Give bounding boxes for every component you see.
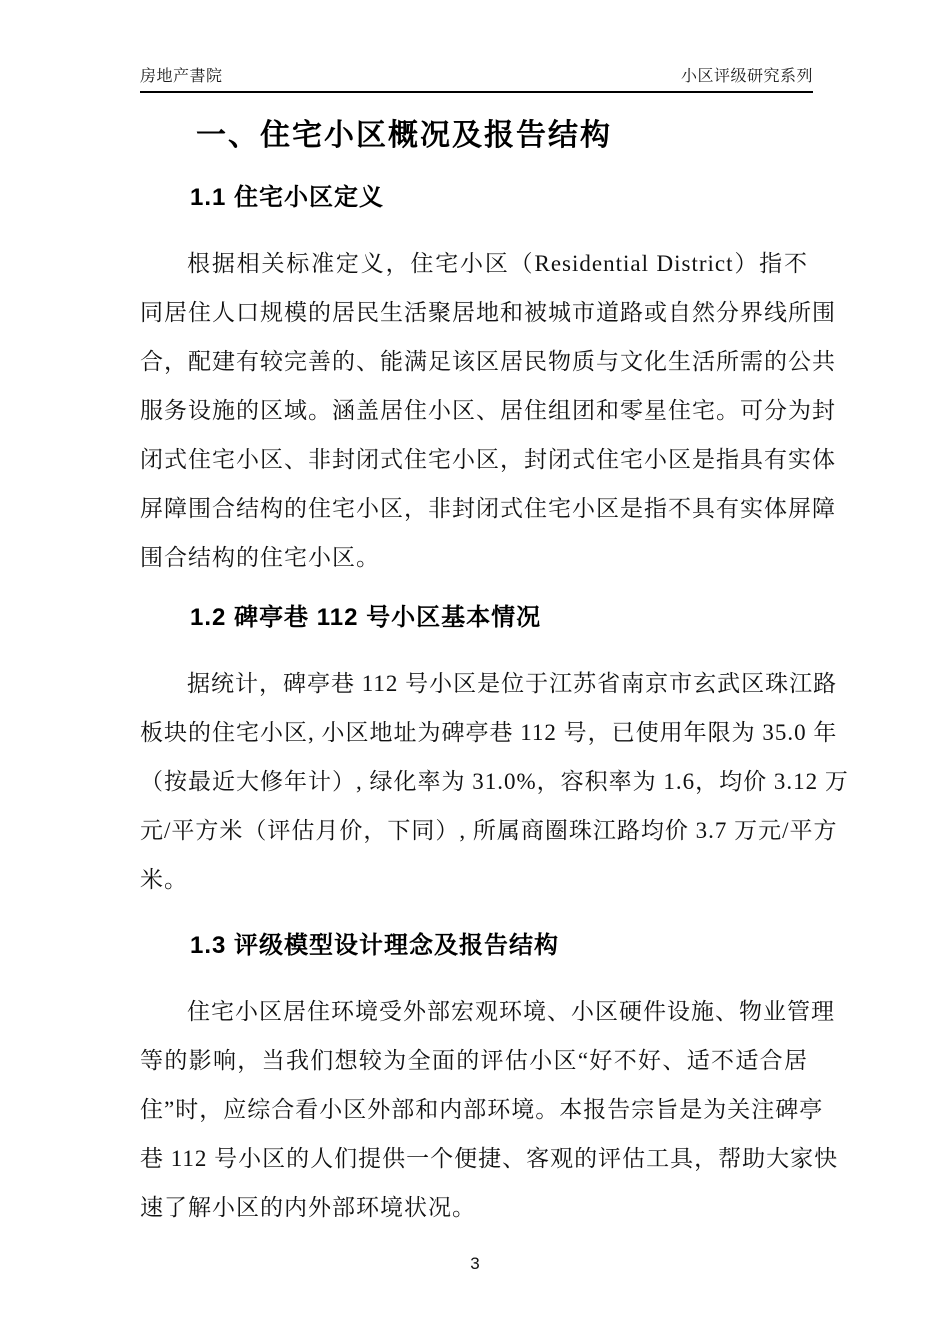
- running-header: [140, 63, 813, 93]
- section-heading: 1.3 评级模型设计理念及报告结构: [190, 932, 560, 959]
- section-1-2: [140, 603, 849, 904]
- section-heading: 1.1 住宅小区定义: [190, 184, 385, 211]
- paragraph-line: 等的影响，当我们想较为全面的评估小区“好不好、适不适合居: [140, 1048, 808, 1073]
- paragraph-line: 围合结构的住宅小区。: [140, 545, 380, 570]
- paragraph-line: 闭式住宅小区、非封闭式住宅小区，封闭式住宅小区是指具有实体: [140, 447, 836, 472]
- section-paragraph: [140, 659, 849, 904]
- paragraph-line: 速了解小区的内外部环境状况。: [140, 1195, 476, 1220]
- paragraph-line: 米。: [140, 867, 188, 892]
- header-left-text: 房地产書院: [140, 68, 223, 85]
- paragraph-line: 屏障围合结构的住宅小区，非封闭式住宅小区是指不具有实体屏障: [140, 496, 836, 521]
- paragraph-line: 合，配建有较完善的、能满足该区居民物质与文化生活所需的公共: [140, 349, 836, 374]
- paragraph-line: 同居住人口规模的居民生活聚居地和被城市道路或自然分界线所围: [140, 300, 836, 325]
- paragraph-line: 巷 112 号小区的人们提供一个便捷、客观的评估工具，帮助大家快: [140, 1146, 839, 1171]
- paragraph-line: 元/平方米（评估月价，下同）, 所属商圈珠江路均价 3.7 万元/平方: [140, 818, 838, 843]
- header-right-text: 小区评级研究系列: [680, 68, 813, 85]
- page-number: 3: [470, 1254, 480, 1273]
- section-1-1: [140, 183, 836, 582]
- paragraph-line: 据统计，碑亭巷 112 号小区是位于江苏省南京市玄武区珠江路: [187, 671, 838, 696]
- section-heading: 1.2 碑亭巷 112 号小区基本情况: [190, 604, 542, 631]
- paragraph-line: 根据相关标准定义，住宅小区（Residential District）指不: [187, 251, 808, 276]
- paragraph-line: 住宅小区居住环境受外部宏观环境、小区硬件设施、物业管理: [187, 999, 835, 1024]
- paragraph-line: 服务设施的区域。涵盖居住小区、居住组团和零星住宅。可分为封: [140, 398, 836, 423]
- section-1-3: [140, 931, 839, 1232]
- paragraph-line: 住”时，应综合看小区外部和内部环境。本报告宗旨是为关注碑亭: [140, 1097, 824, 1122]
- section-paragraph: [140, 987, 839, 1232]
- paragraph-line: （按最近大修年计）, 绿化率为 31.0%，容积率为 1.6，均价 3.12 万: [140, 769, 849, 794]
- section-paragraph: [140, 239, 836, 582]
- paragraph-line: 板块的住宅小区, 小区地址为碑亭巷 112 号，已使用年限为 35.0 年: [140, 720, 838, 745]
- chapter-title: 一、住宅小区概况及报告结构: [196, 119, 612, 152]
